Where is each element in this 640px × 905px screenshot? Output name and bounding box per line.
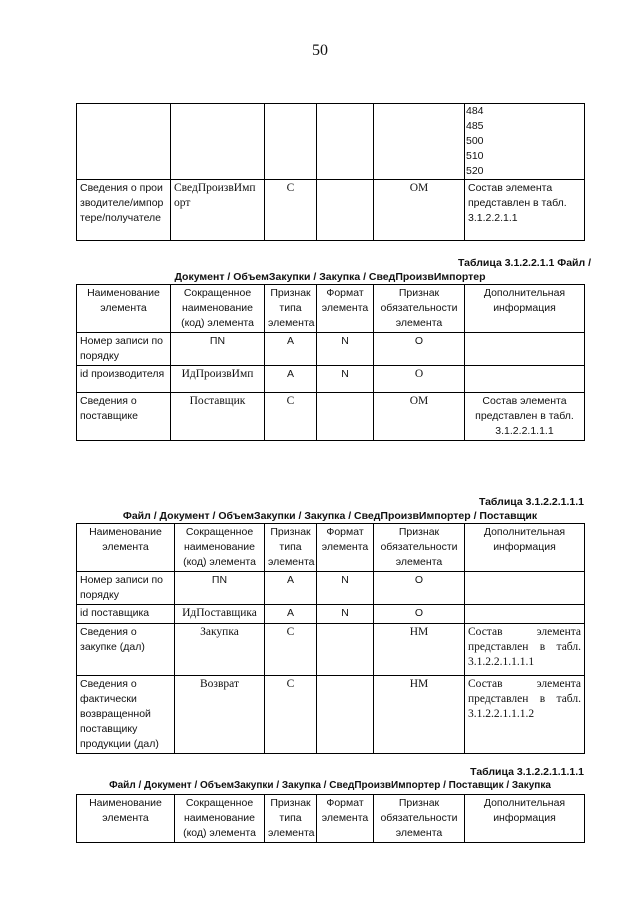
- table-row: [77, 104, 585, 180]
- table-header-row: [77, 795, 585, 843]
- element-type: А: [265, 333, 317, 366]
- element-name: id производителя: [77, 366, 171, 393]
- element-type: С: [265, 624, 317, 676]
- element-name: Сведения о фактически возвращенной поставщику продукции (дал): [77, 676, 175, 754]
- table-row: [77, 180, 585, 241]
- element-format: N: [317, 366, 374, 393]
- element-code: ИдПоставщика: [175, 605, 265, 624]
- column-header: Сокращенное наименование (код) элемента: [171, 285, 265, 333]
- element-info: Состав элемента представлен в табл. 3.1.2.2.1.1.1.2: [465, 676, 585, 754]
- code-value: 485: [466, 120, 484, 132]
- column-header: Признак типа элемента: [265, 795, 317, 843]
- element-required: О: [374, 366, 465, 393]
- table-row: [77, 572, 585, 605]
- table-row: [77, 333, 585, 366]
- table-continuation: [76, 103, 585, 241]
- element-code: Поставщик: [171, 393, 265, 441]
- element-name: Сведения о поставщике: [77, 393, 171, 441]
- code-value: 520: [466, 165, 484, 177]
- element-name: Сведения о закупке (дал): [77, 624, 175, 676]
- table-row: [77, 605, 585, 624]
- element-type: А: [265, 605, 317, 624]
- table-header-row: [77, 285, 585, 333]
- column-header: Наименование элемента: [77, 285, 171, 333]
- element-required: ОМ: [374, 180, 465, 241]
- element-info: Состав элемента представлен в табл. 3.1.2.2.1.1: [465, 180, 585, 241]
- element-required: О: [374, 333, 465, 366]
- column-header: Наименование элемента: [77, 524, 175, 572]
- element-format: [317, 676, 374, 754]
- element-info: [465, 605, 585, 624]
- code-list-cell: [465, 104, 585, 180]
- element-code: Возврат: [175, 676, 265, 754]
- table-row: [77, 676, 585, 754]
- table-caption: Таблица 3.1.2.2.1.1.1: [478, 496, 584, 508]
- table-header-row: [77, 524, 585, 572]
- table-zakupka: [76, 794, 585, 843]
- element-required: О: [374, 605, 465, 624]
- column-header: Формат элемента: [317, 285, 374, 333]
- column-header: Дополнительная информация: [465, 524, 585, 572]
- element-name: Сведения о производителе/импортере/получателе: [77, 180, 171, 241]
- element-required: О: [374, 572, 465, 605]
- element-name: id поставщика: [77, 605, 175, 624]
- element-format: [317, 393, 374, 441]
- column-header: Признак обязательности элемента: [374, 795, 465, 843]
- page-number: 50: [312, 42, 328, 59]
- column-header: Признак типа элемента: [265, 524, 317, 572]
- element-format: N: [317, 333, 374, 366]
- element-code: Закупка: [175, 624, 265, 676]
- code-value: 500: [466, 135, 484, 147]
- element-required: НМ: [374, 624, 465, 676]
- element-format: N: [317, 605, 374, 624]
- table-row: [77, 366, 585, 393]
- column-header: Признак типа элемента: [265, 285, 317, 333]
- column-header: Сокращенное наименование (код) элемента: [175, 795, 265, 843]
- code-value: 484: [466, 105, 484, 117]
- table-caption-path: Файл / Документ / ОбъемЗакупки / Закупка / СведПроизвИмпортер / Поставщик / Закупка: [109, 780, 551, 791]
- column-header: Признак обязательности элемента: [374, 524, 465, 572]
- column-header: Признак обязательности элемента: [374, 285, 465, 333]
- element-info: Состав элемента представлен в табл. 3.1.2.2.1.1.1: [465, 393, 585, 441]
- table-postavshchik: [76, 523, 585, 754]
- element-info: [465, 366, 585, 393]
- element-type: С: [265, 393, 317, 441]
- column-header: Формат элемента: [317, 524, 374, 572]
- column-header: Наименование элемента: [77, 795, 175, 843]
- element-code: ПN: [171, 333, 265, 366]
- element-info: [465, 333, 585, 366]
- table-caption-path: Файл / Документ / ОбъемЗакупки / Закупка / СведПроизвИмпортер / Поставщик: [122, 510, 538, 522]
- element-required: НМ: [374, 676, 465, 754]
- table-row: [77, 393, 585, 441]
- column-header: Сокращенное наименование (код) элемента: [175, 524, 265, 572]
- code-value: 510: [466, 150, 484, 162]
- element-type: С: [265, 180, 317, 241]
- table-caption: Таблица 3.1.2.2.1.1.1.1: [470, 766, 584, 778]
- element-name: Номер записи по порядку: [77, 572, 175, 605]
- element-format: N: [317, 572, 374, 605]
- column-header: Дополнительная информация: [465, 795, 585, 843]
- table-caption: Таблица 3.1.2.2.1.1 Файл /: [458, 257, 591, 269]
- element-info: [465, 572, 585, 605]
- table-caption-path: Документ / ОбъемЗакупки / Закупка / СведПроизвИмпортер: [174, 271, 486, 283]
- element-type: А: [265, 366, 317, 393]
- element-type: А: [265, 572, 317, 605]
- column-header: Формат элемента: [317, 795, 374, 843]
- table-sved-proizv-importer: [76, 284, 585, 441]
- element-info: Состав элемента представлен в табл. 3.1.2.2.1.1.1.1: [465, 624, 585, 676]
- element-code: ПN: [175, 572, 265, 605]
- element-required: ОМ: [374, 393, 465, 441]
- element-code: СведПроизвИмпорт: [171, 180, 265, 241]
- table-row: [77, 624, 585, 676]
- element-format: [317, 624, 374, 676]
- element-code: ИдПроизвИмп: [171, 366, 265, 393]
- element-name: Номер записи по порядку: [77, 333, 171, 366]
- element-format: [317, 180, 374, 241]
- element-type: С: [265, 676, 317, 754]
- column-header: Дополнительная информация: [465, 285, 585, 333]
